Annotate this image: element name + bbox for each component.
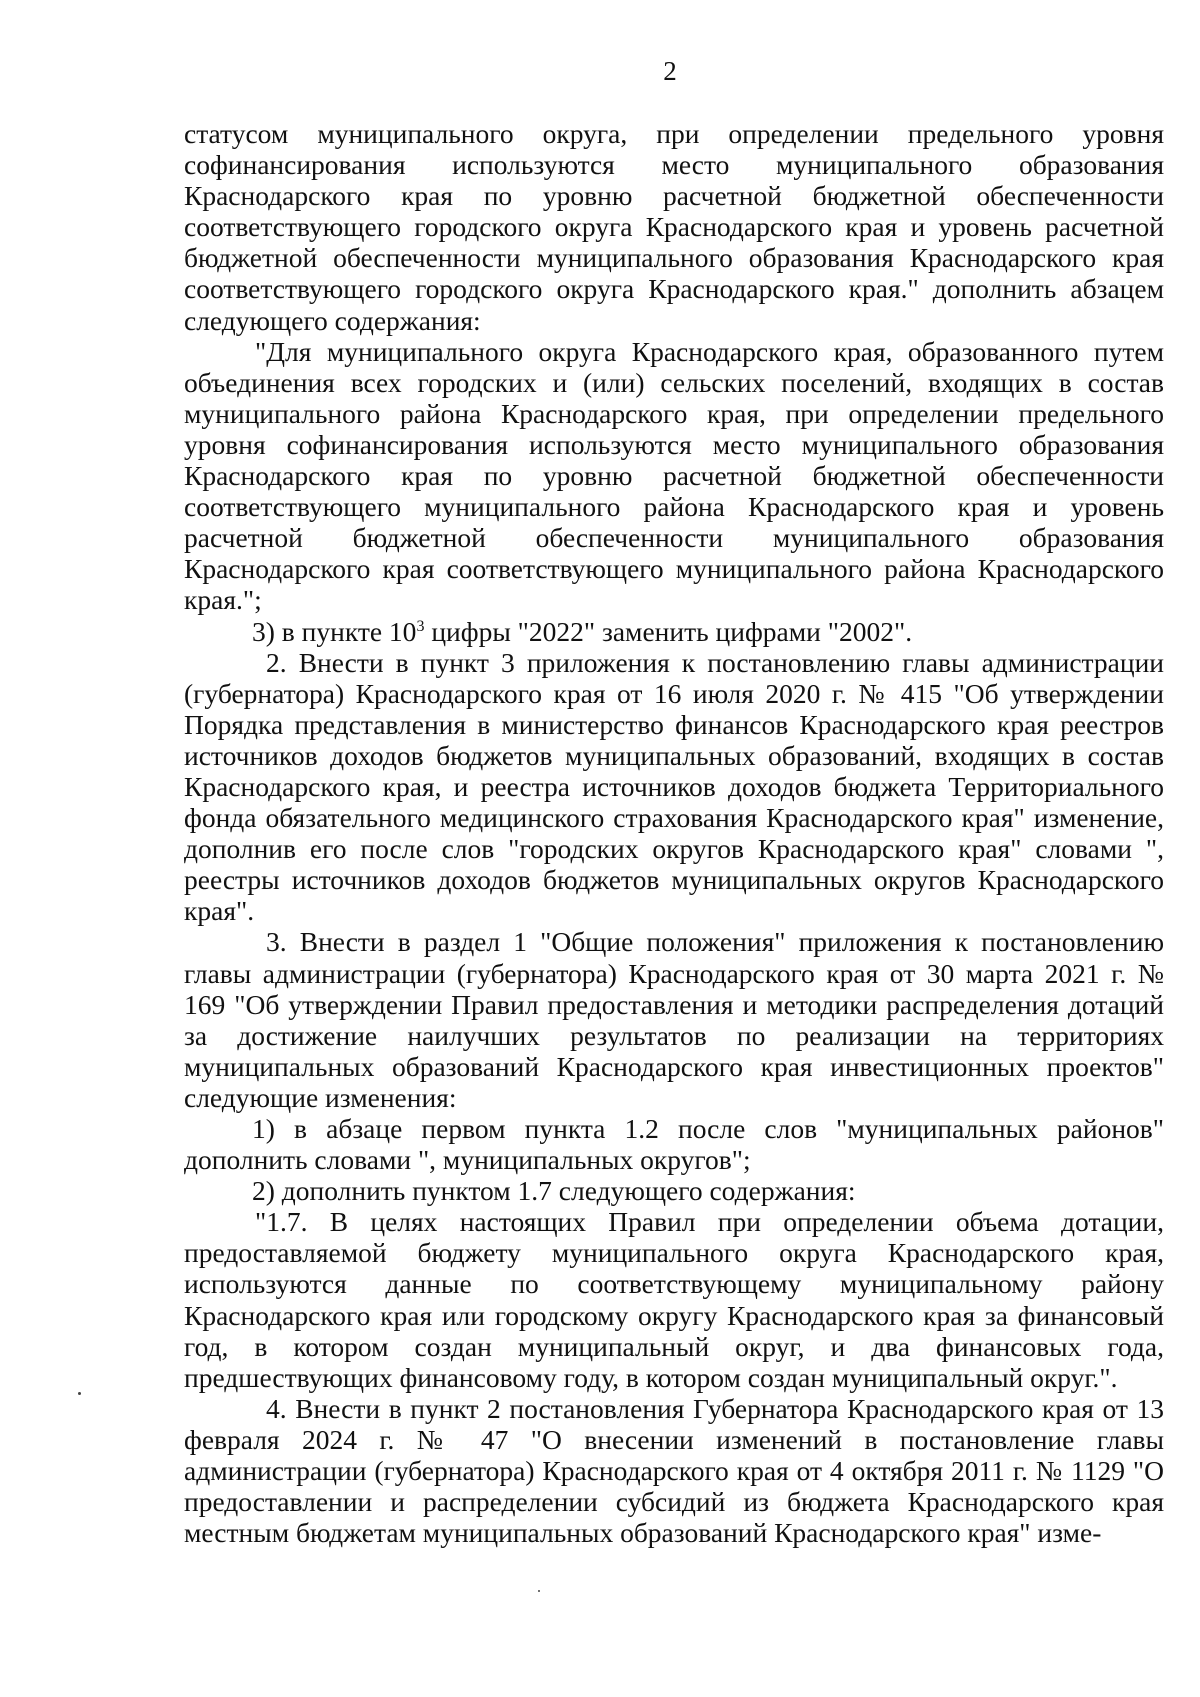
scan-speck [538,1590,540,1592]
document-body [184,118,1164,1548]
scan-speck [78,1392,81,1395]
paragraph-item-4: 4. Внести в пункт 2 постановления Губернатора Краснодарского края от 13 февраля 2024 г. № 47 "О внесении изменений в постановление главы администрации (губернатора) Краснодарского края от 4 октября 2011 г. № 1129 "О предоставлении и распределении субсидий из бюджета Краснодарского края местным бюджетам муниципальных образований Краснодарского края" изме- [184,1392,1164,1549]
superscript-index: 3 [416,617,425,635]
page-number: 2 [663,56,677,86]
paragraph-quoted-clause-1-7: "1.7. В целях настоящих Правил при определении объема дотации, предоставляемой бюджету муниципального округа Краснодарского края, используются данные по соответствующему муниципальному району Краснодарского края или городскому округу Краснодарского края за финансовый год, в котором создан муниципальный округ, и два финансовых года, предшествующих финансовому году, в котором создан муниципальный округ.". [184,1206,1164,1393]
paragraph-item-3: 3. Внести в раздел 1 "Общие положения" приложения к постановлению главы администрации (губернатора) Краснодарского края от 30 марта 2021 г. № 169 "Об утверждении Правил предоставления и методики распределения дотаций за достижение наилучших результатов по реализации на территориях муниципальных образований Краснодарского края инвестиционных проектов" следующие изменения: [184,926,1164,1113]
paragraph-subitem-2: 2) дополнить пунктом 1.7 следующего содержания: [252,1175,856,1207]
paragraph-continuation: статусом муниципального округа, при определении предельного уровня софинансирования используются место муниципального образования Краснодарского края по уровню расчетной бюджетной обеспеченности соответствующего городского округа Краснодарского края и уровень расчетной бюджетной обеспеченности муниципального образования Краснодарского края соответствующего городского округа Краснодарского края." дополнить абзацем следующего содержания: [184,118,1164,336]
paragraph-subitem-3 [184,616,1164,647]
paragraph-subitem-1: 1) в абзаце первом пункта 1.2 после слов "муниципальных районов" дополнить словами ", муниципальных округов"; [184,1113,1164,1176]
paragraph-item-2: 2. Внести в пункт 3 приложения к постановлению главы администрации (губернатора) Краснодарского края от 16 июля 2020 г. № 415 "Об утверждении Порядка представления в министерство финансов Краснодарского края реестров источников доходов бюджетов муниципальных образований, входящих в состав Краснодарского края, и реестра источников доходов бюджета Территориального фонда обязательного медицинского страхования Краснодарского края" изменение, дополнив его после слов "городских округов Краснодарского края" словами ", реестры источников доходов бюджетов муниципальных округов Краснодарского края". [184,646,1164,927]
paragraph-quoted-amendment: "Для муниципального округа Краснодарского края, образованного путем объединения всех городских и (или) сельских поселений, входящих в состав муниципального района Краснодарского края, при определении предельного уровня софинансирования используются место муниципального образования Краснодарского края по уровню расчетной бюджетной обеспеченности соответствующего муниципального района Краснодарского края и уровень расчетной бюджетной обеспеченности муниципального образования Краснодарского края соответствующего муниципального района Краснодарского края."; [184,335,1164,616]
subitem-3-text-after: цифры "2022" заменить цифрами "2002". [424,615,913,647]
subitem-3-text-before: 3) в пункте 10 [252,615,417,647]
